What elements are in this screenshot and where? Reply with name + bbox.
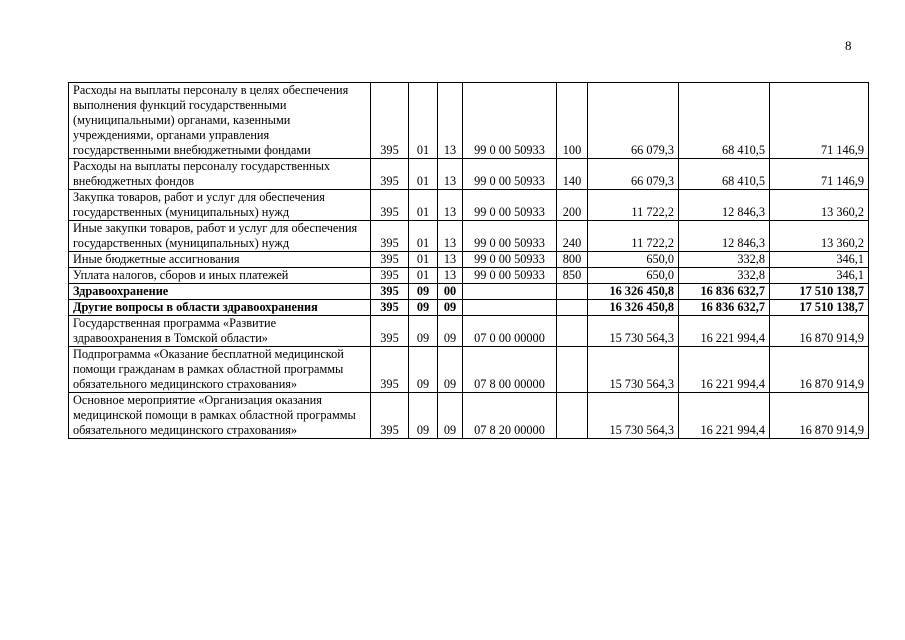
cell-amount-year2: 332,8 — [679, 252, 770, 268]
cell-subsection-code: 13 — [438, 268, 463, 284]
cell-amount-year2: 16 836 632,7 — [679, 284, 770, 300]
budget-table — [68, 82, 869, 439]
cell-expense-type — [557, 284, 588, 300]
cell-amount-year2: 12 846,3 — [679, 190, 770, 221]
cell-target-article — [463, 300, 557, 316]
cell-target-article: 99 0 00 50933 — [463, 268, 557, 284]
cell-grbs-code: 395 — [371, 252, 409, 268]
cell-amount-year3: 13 360,2 — [770, 190, 869, 221]
table-row — [69, 83, 869, 159]
table-row — [69, 393, 869, 439]
cell-section-code: 01 — [409, 268, 438, 284]
cell-amount-year2: 16 836 632,7 — [679, 300, 770, 316]
cell-section-code: 01 — [409, 252, 438, 268]
cell-amount-year1: 16 326 450,8 — [588, 300, 679, 316]
cell-amount-year3: 71 146,9 — [770, 83, 869, 159]
cell-target-article: 99 0 00 50933 — [463, 159, 557, 190]
cell-grbs-code: 395 — [371, 159, 409, 190]
cell-subsection-code: 09 — [438, 347, 463, 393]
cell-grbs-code: 395 — [371, 268, 409, 284]
cell-subsection-code: 00 — [438, 284, 463, 300]
cell-section-code: 01 — [409, 190, 438, 221]
cell-amount-year3: 16 870 914,9 — [770, 393, 869, 439]
cell-grbs-code: 395 — [371, 221, 409, 252]
cell-target-article: 99 0 00 50933 — [463, 221, 557, 252]
cell-subsection-code: 13 — [438, 159, 463, 190]
cell-subsection-code: 13 — [438, 190, 463, 221]
budget-item-name: Иные закупки товаров, работ и услуг для обеспечения государственных (муниципальных) нужд — [69, 221, 371, 252]
cell-amount-year1: 11 722,2 — [588, 221, 679, 252]
cell-section-code: 09 — [409, 393, 438, 439]
cell-expense-type: 140 — [557, 159, 588, 190]
table-row — [69, 252, 869, 268]
cell-target-article: 99 0 00 50933 — [463, 190, 557, 221]
table-row — [69, 316, 869, 347]
cell-target-article: 07 8 20 00000 — [463, 393, 557, 439]
cell-amount-year1: 11 722,2 — [588, 190, 679, 221]
budget-item-name: Расходы на выплаты персоналу в целях обеспечения выполнения функций государственными (муниципальными) органами, казенными учреждениями, органами управления государственными внебюджетными фондами — [69, 83, 371, 159]
budget-item-name: Подпрограмма «Оказание бесплатной медицинской помощи гражданам в рамках областной программы обязательного медицинского страхования» — [69, 347, 371, 393]
cell-amount-year1: 650,0 — [588, 268, 679, 284]
table-row — [69, 300, 869, 316]
cell-target-article: 99 0 00 50933 — [463, 252, 557, 268]
budget-item-name: Закупка товаров, работ и услуг для обеспечения государственных (муниципальных) нужд — [69, 190, 371, 221]
cell-grbs-code: 395 — [371, 316, 409, 347]
cell-section-code: 01 — [409, 159, 438, 190]
cell-target-article: 07 0 00 00000 — [463, 316, 557, 347]
cell-target-article: 07 8 00 00000 — [463, 347, 557, 393]
cell-amount-year2: 16 221 994,4 — [679, 316, 770, 347]
cell-target-article — [463, 284, 557, 300]
page-number: 8 — [845, 38, 852, 53]
cell-grbs-code: 395 — [371, 284, 409, 300]
cell-grbs-code: 395 — [371, 393, 409, 439]
cell-grbs-code: 395 — [371, 300, 409, 316]
cell-amount-year3: 17 510 138,7 — [770, 284, 869, 300]
cell-amount-year3: 17 510 138,7 — [770, 300, 869, 316]
cell-expense-type: 200 — [557, 190, 588, 221]
cell-expense-type: 850 — [557, 268, 588, 284]
table-row — [69, 268, 869, 284]
table-row — [69, 190, 869, 221]
table-row — [69, 347, 869, 393]
cell-amount-year1: 66 079,3 — [588, 159, 679, 190]
cell-subsection-code: 13 — [438, 83, 463, 159]
cell-amount-year1: 15 730 564,3 — [588, 316, 679, 347]
cell-amount-year3: 71 146,9 — [770, 159, 869, 190]
cell-subsection-code: 09 — [438, 316, 463, 347]
cell-subsection-code: 09 — [438, 393, 463, 439]
cell-amount-year2: 16 221 994,4 — [679, 347, 770, 393]
cell-section-code: 09 — [409, 300, 438, 316]
cell-subsection-code: 09 — [438, 300, 463, 316]
cell-section-code: 01 — [409, 83, 438, 159]
cell-amount-year2: 68 410,5 — [679, 83, 770, 159]
cell-section-code: 09 — [409, 284, 438, 300]
budget-item-name: Основное мероприятие «Организация оказания медицинской помощи в рамках областной программы обязательного медицинского страхования» — [69, 393, 371, 439]
cell-section-code: 09 — [409, 316, 438, 347]
table-row — [69, 159, 869, 190]
cell-expense-type — [557, 393, 588, 439]
cell-amount-year1: 15 730 564,3 — [588, 393, 679, 439]
cell-subsection-code: 13 — [438, 252, 463, 268]
budget-item-name: Другие вопросы в области здравоохранения — [69, 300, 371, 316]
cell-amount-year2: 16 221 994,4 — [679, 393, 770, 439]
table-row — [69, 221, 869, 252]
cell-expense-type: 100 — [557, 83, 588, 159]
cell-amount-year2: 68 410,5 — [679, 159, 770, 190]
budget-item-name: Иные бюджетные ассигнования — [69, 252, 371, 268]
budget-item-name: Здравоохранение — [69, 284, 371, 300]
cell-grbs-code: 395 — [371, 190, 409, 221]
cell-amount-year1: 15 730 564,3 — [588, 347, 679, 393]
table-body — [69, 83, 869, 439]
cell-amount-year3: 13 360,2 — [770, 221, 869, 252]
cell-grbs-code: 395 — [371, 347, 409, 393]
cell-amount-year2: 332,8 — [679, 268, 770, 284]
cell-amount-year1: 16 326 450,8 — [588, 284, 679, 300]
cell-grbs-code: 395 — [371, 83, 409, 159]
table-row — [69, 284, 869, 300]
cell-amount-year3: 346,1 — [770, 252, 869, 268]
cell-amount-year2: 12 846,3 — [679, 221, 770, 252]
cell-expense-type — [557, 300, 588, 316]
cell-amount-year3: 346,1 — [770, 268, 869, 284]
cell-expense-type — [557, 316, 588, 347]
budget-item-name: Государственная программа «Развитие здравоохранения в Томской области» — [69, 316, 371, 347]
budget-item-name: Расходы на выплаты персоналу государственных внебюджетных фондов — [69, 159, 371, 190]
budget-item-name: Уплата налогов, сборов и иных платежей — [69, 268, 371, 284]
cell-subsection-code: 13 — [438, 221, 463, 252]
cell-amount-year3: 16 870 914,9 — [770, 316, 869, 347]
cell-expense-type: 240 — [557, 221, 588, 252]
cell-expense-type — [557, 347, 588, 393]
cell-section-code: 09 — [409, 347, 438, 393]
cell-amount-year1: 66 079,3 — [588, 83, 679, 159]
cell-amount-year1: 650,0 — [588, 252, 679, 268]
cell-amount-year3: 16 870 914,9 — [770, 347, 869, 393]
cell-expense-type: 800 — [557, 252, 588, 268]
cell-section-code: 01 — [409, 221, 438, 252]
cell-target-article: 99 0 00 50933 — [463, 83, 557, 159]
